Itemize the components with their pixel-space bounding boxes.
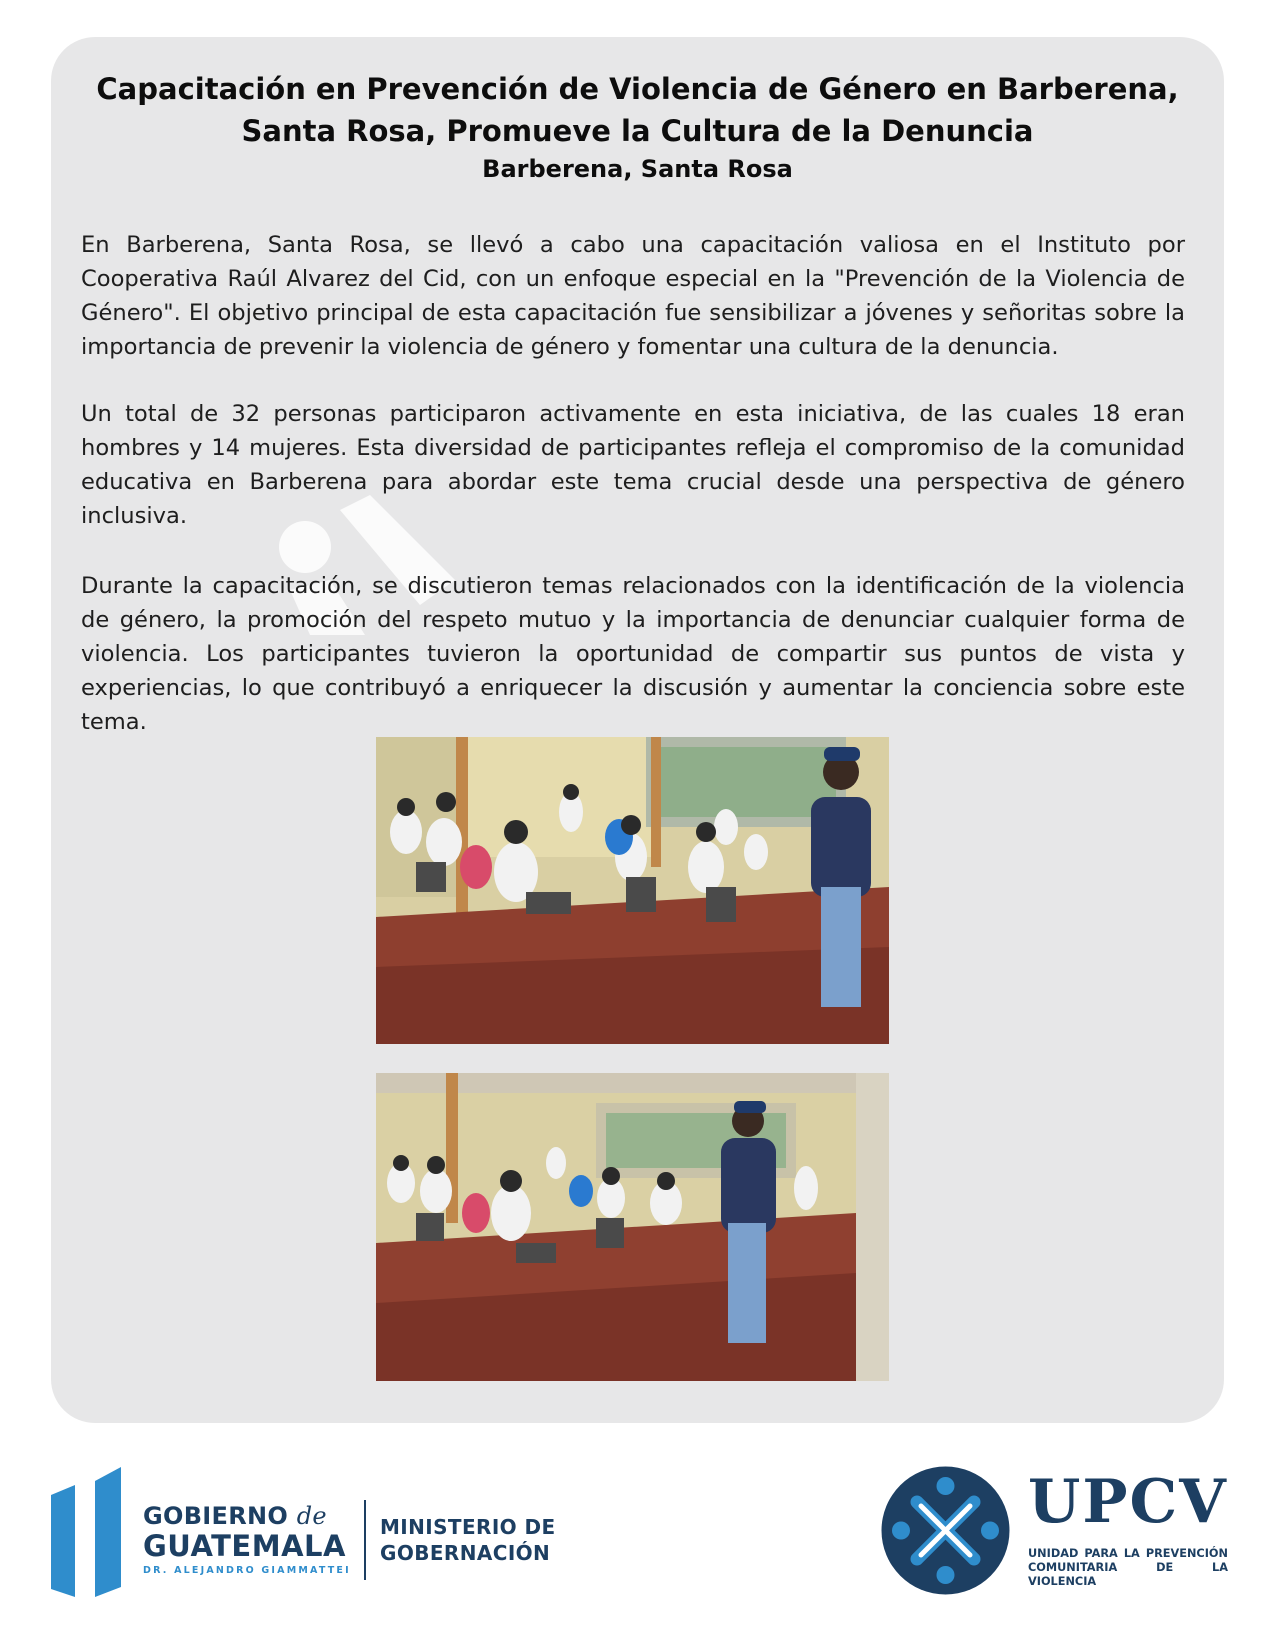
gobierno-line3: DR. ALEJANDRO GIAMMATTEI bbox=[143, 1565, 351, 1576]
body-paragraph: Un total de 32 personas participaron activamente en esta iniciativa, de las cuales 18 eran hombres y 14 mujeres. Esta diversidad de participantes refleja el compromiso de la comunidad educativa en Barberena para abordar este tema crucial desde una perspectiva de género inclusiva. bbox=[81, 401, 1185, 529]
gobierno-line1: GOBIERNO de bbox=[143, 1502, 327, 1530]
page-title: Capacitación en Prevención de Violencia de Género en Barberena, Santa Rosa, Promueve la Cultura de la Denuncia bbox=[96, 72, 1179, 148]
page-subtitle: Barberena, Santa Rosa bbox=[482, 155, 793, 183]
upcv-name: UPCV bbox=[1028, 1467, 1228, 1537]
gobierno-line2: GUATEMALA bbox=[143, 1529, 346, 1563]
ministerio-line2: GOBERNACIÓN bbox=[380, 1541, 551, 1565]
classroom-photo-icon bbox=[376, 1073, 889, 1381]
upcv-subtitle-line2: COMUNITARIA DE LA VIOLENCIA bbox=[1028, 1561, 1228, 1588]
ministerio-label bbox=[380, 1514, 556, 1566]
body-paragraph: Durante la capacitación, se discutieron temas relacionados con la identificación de la violencia de género, la promoción del respeto mutuo y la importancia de denunciar cualquier forma de violencia. Los participantes tuvieron la oportunidad de compartir sus puntos de vista y experiencias, lo que contribuyó a enriquecer la discusión y aumentar la conciencia sobre este tema. bbox=[81, 573, 1185, 735]
ministerio-line1: MINISTERIO DE bbox=[380, 1515, 556, 1539]
upcv-subtitle-line1: UNIDAD PARA LA PREVENCIÓN bbox=[1028, 1547, 1228, 1560]
classroom-photo-1 bbox=[376, 737, 889, 1044]
gobierno-logo bbox=[143, 1502, 353, 1576]
classroom-photo-icon bbox=[376, 737, 889, 1044]
classroom-photo-2 bbox=[376, 1073, 889, 1381]
upcv-logo-icon bbox=[881, 1466, 1010, 1595]
gobierno-flag-bars-icon bbox=[51, 1467, 123, 1597]
body-paragraph: En Barberena, Santa Rosa, se llevó a cabo una capacitación valiosa en el Instituto por Cooperativa Raúl Alvarez del Cid, con un enfoque especial en la "Prevención de la Violencia de Género". El objetivo principal de esta capacitación fue sensibilizar a jóvenes y señoritas sobre la importancia de prevenir la violencia de género y fomentar una cultura de la denuncia. bbox=[81, 232, 1185, 360]
upcv-subtitle bbox=[1028, 1547, 1228, 1589]
footer-divider bbox=[364, 1500, 366, 1580]
